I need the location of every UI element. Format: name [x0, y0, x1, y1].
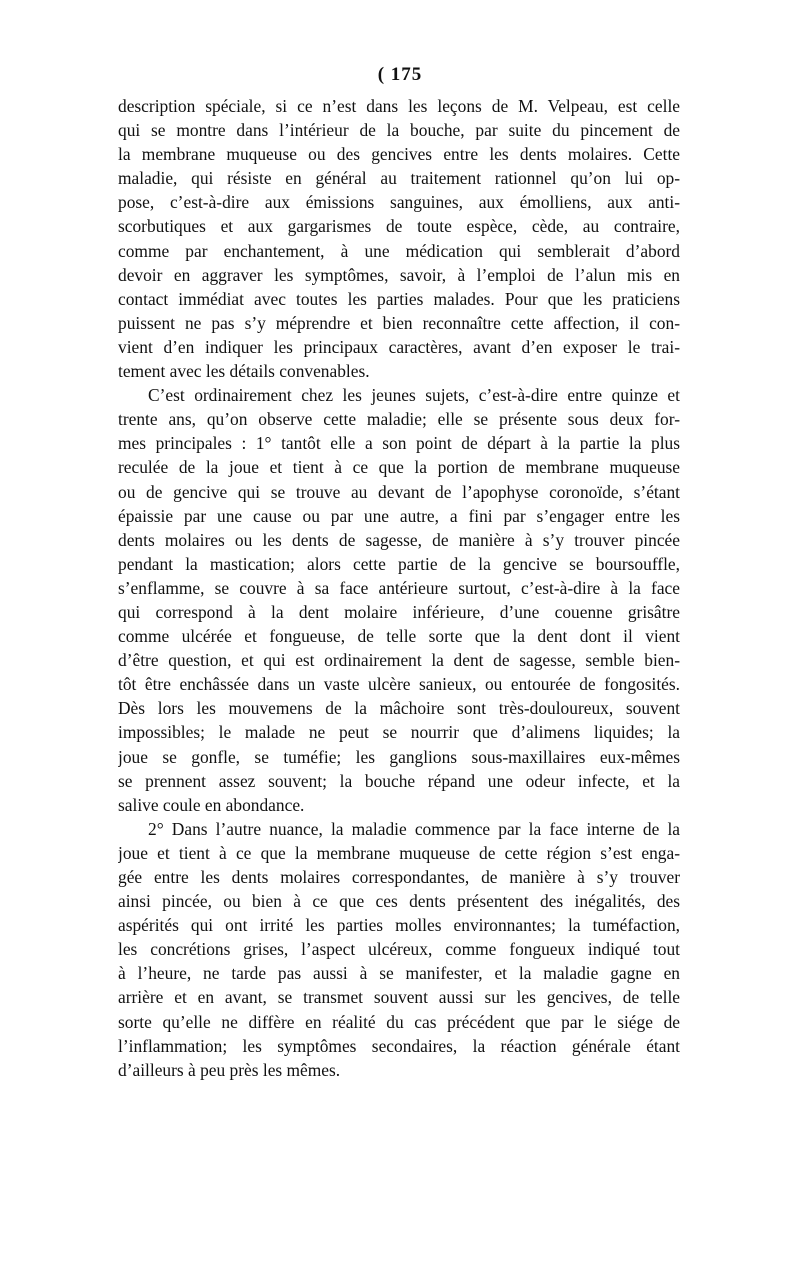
text-line: 2° Dans l’autre nuance, la maladie commence par la face interne de la	[148, 818, 680, 839]
text-line: se prennent assez souvent; la bouche répand une odeur infecte, et la	[118, 770, 680, 791]
text-line: arrière et en avant, se transmet souvent aussi sur les gencives, de telle	[118, 987, 680, 1008]
text-line: impossibles; le malade ne peut se nourrir que d’alimens liquides; la	[118, 722, 680, 743]
text-line: la membrane muqueuse ou des gencives entre les dents molaires. Cette	[118, 144, 680, 165]
text-line: Dès lors les mouvemens de la mâchoire sont très-douloureux, souvent	[118, 698, 680, 719]
text-line: pendant la mastication; alors cette partie de la gencive se boursouffle,	[118, 553, 680, 574]
text-line: salive coule en abondance.	[118, 794, 305, 815]
text-line: puissent ne pas s’y méprendre et bien reconnaître cette affection, il con-	[118, 312, 680, 333]
text-line: tement avec les détails convenables.	[118, 361, 370, 382]
text-line: pose, c’est-à-dire aux émissions sanguines, aux émolliens, aux anti-	[118, 192, 680, 213]
text-line: épaissie par une cause ou par une autre, a fini par s’engager entre les	[118, 505, 680, 526]
text-line: tôt être enchâssée dans un vaste ulcère sanieux, ou entourée de fongosités.	[118, 674, 680, 695]
paragraph	[118, 817, 680, 1082]
text-line: devoir en aggraver les symptômes, savoir, à l’emploi de l’alun mis en	[118, 264, 680, 285]
text-line: ou de gencive qui se trouve au devant de l’apophyse coronoïde, s’étant	[118, 481, 680, 502]
text-line: comme par enchantement, à une médication qui semblerait d’abord	[118, 240, 680, 261]
text-line: d’être question, et qui est ordinairement la dent de sagesse, semble bien-	[118, 650, 680, 671]
text-line: description spéciale, si ce n’est dans les leçons de M. Velpeau, est celle	[118, 96, 680, 116]
text-line: ainsi pincée, ou bien à ce que ces dents présentent des inégalités, des	[118, 891, 680, 912]
page-body	[118, 94, 680, 1082]
paragraph	[118, 94, 680, 383]
text-line: comme ulcérée et fongueuse, de telle sorte que la dent dont il vient	[118, 626, 680, 647]
paragraph	[118, 383, 680, 817]
text-line: qui correspond à la dent molaire inférieure, d’une couenne grisâtre	[118, 601, 680, 622]
text-line: dents molaires ou les dents de sagesse, de manière à s’y trouver pincée	[118, 529, 680, 550]
text-line: maladie, qui résiste en général au traitement rationnel qu’on lui op-	[118, 168, 680, 189]
text-line: contact immédiat avec toutes les parties malades. Pour que les praticiens	[118, 288, 680, 309]
text-line: gée entre les dents molaires correspondantes, de manière à s’y trouver	[118, 867, 680, 887]
text-line: scorbutiques et aux gargarismes de toute espèce, cède, au contraire,	[118, 216, 680, 237]
text-line: qui se montre dans l’intérieur de la bouche, par suite du pincement de	[118, 120, 680, 141]
text-line: mes principales : 1° tantôt elle a son point de départ à la partie la plus	[118, 433, 680, 454]
text-line: vient d’en indiquer les principaux caractères, avant d’en exposer le trai-	[118, 336, 680, 357]
text-line: trente ans, qu’on observe cette maladie; elle se présente sous deux for-	[118, 409, 680, 430]
text-line: joue se gonfle, se tuméfie; les ganglions sous-maxillaires eux-mêmes	[118, 746, 680, 767]
text-line: aspérités qui ont irrité les parties molles environnantes; la tuméfaction,	[118, 915, 680, 936]
text-line: reculée de la joue et tient à ce que la portion de membrane muqueuse	[118, 457, 680, 478]
text-line: les concrétions grises, l’aspect ulcéreux, comme fongueux indiqué tout	[118, 939, 680, 960]
text-line: d’ailleurs à peu près les mêmes.	[118, 1059, 341, 1080]
text-line: à l’heure, ne tarde pas aussi à se manifester, et la maladie gagne en	[118, 963, 680, 984]
text-line: l’inflammation; les symptômes secondaires, la réaction générale étant	[118, 1035, 680, 1056]
text-line: sorte qu’elle ne diffère en réalité du cas précédent que par le siége de	[118, 1011, 680, 1032]
text-line: joue et tient à ce que la membrane muqueuse de cette région s’est enga-	[118, 842, 680, 863]
text-line: C’est ordinairement chez les jeunes sujets, c’est-à-dire entre quinze et	[148, 385, 680, 406]
text-line: s’enflamme, se couvre à sa face antérieure surtout, c’est-à-dire à la face	[118, 577, 680, 598]
page-number: ( 175	[377, 64, 423, 85]
